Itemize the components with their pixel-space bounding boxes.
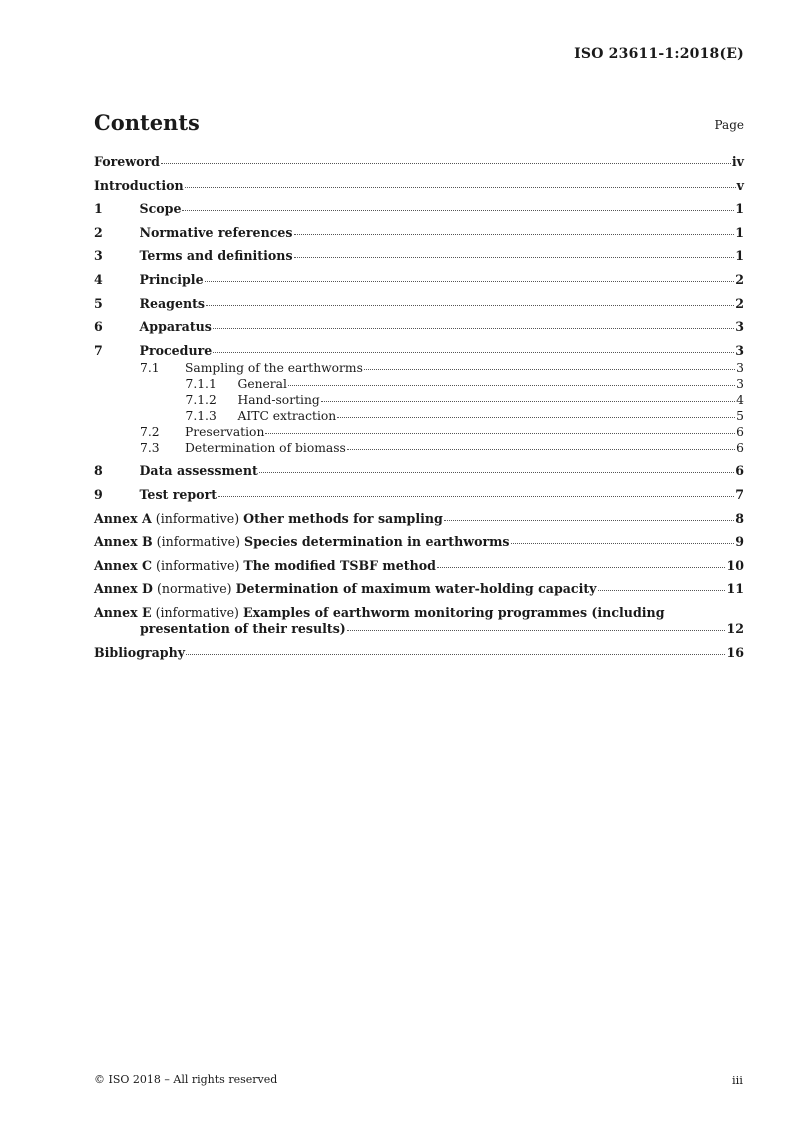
toc-entry-foreword[interactable] bbox=[94, 154, 744, 170]
table-of-contents bbox=[94, 154, 744, 661]
dot-leader bbox=[213, 328, 734, 329]
toc-entry-title-line2: presentation of their results) bbox=[140, 620, 346, 636]
page-column-label: Page bbox=[714, 118, 744, 132]
toc-entry-title: Principle bbox=[139, 271, 204, 287]
toc-entry-page: 4 bbox=[736, 392, 744, 407]
toc-entry-procedure[interactable] bbox=[94, 343, 744, 359]
dot-leader bbox=[205, 281, 735, 282]
toc-entry-title: Terms and definitions bbox=[139, 248, 293, 264]
toc-entry-page: 2 bbox=[735, 295, 744, 311]
toc-entry-number: 7.1.1 bbox=[185, 376, 217, 391]
toc-entry-normative-references[interactable] bbox=[94, 225, 744, 241]
toc-entry-title: The modified TSBF method bbox=[243, 557, 436, 573]
toc-entry-number: 2 bbox=[94, 224, 103, 240]
toc-entry-title: Test report bbox=[139, 486, 218, 502]
toc-entry-number: 1 bbox=[94, 201, 103, 217]
page-title: Contents bbox=[94, 110, 200, 135]
dot-leader bbox=[186, 654, 725, 655]
annex-label: Annex A bbox=[94, 510, 152, 526]
toc-entry-number: 9 bbox=[94, 486, 103, 502]
toc-entry-page: 3 bbox=[736, 376, 744, 391]
annex-type: (informative) bbox=[155, 510, 240, 526]
dot-leader bbox=[182, 210, 734, 211]
toc-entry-number: 7.2 bbox=[140, 424, 160, 439]
dot-leader bbox=[598, 590, 726, 591]
annex-type: (informative) bbox=[156, 557, 240, 573]
dot-leader bbox=[294, 234, 735, 235]
toc-entry-terms-and-definitions[interactable] bbox=[94, 248, 744, 264]
toc-entry-page: 5 bbox=[736, 408, 744, 423]
toc-entry-page: 8 bbox=[735, 510, 744, 526]
toc-entry-title: Determination of biomass bbox=[185, 440, 346, 455]
standard-identifier: ISO 23611-1:2018(E) bbox=[574, 46, 744, 62]
toc-entry-page: 2 bbox=[735, 271, 744, 287]
dot-leader bbox=[206, 305, 734, 306]
page-number: iii bbox=[731, 1073, 743, 1087]
toc-subentry-general[interactable] bbox=[94, 376, 744, 392]
toc-entry-title: Determination of maximum water-holding capacity bbox=[235, 581, 597, 597]
toc-entry-page: 1 bbox=[735, 201, 744, 217]
toc-entry-page: 3 bbox=[735, 319, 744, 335]
toc-entry-page: 6 bbox=[735, 463, 744, 479]
dot-leader bbox=[347, 630, 726, 631]
toc-entry-introduction[interactable] bbox=[94, 178, 744, 194]
toc-entry-title: Preservation bbox=[185, 424, 265, 439]
toc-entry-title: Other methods for sampling bbox=[243, 510, 443, 526]
toc-entry-annex-d[interactable] bbox=[94, 581, 744, 597]
toc-entry-title: Foreword bbox=[94, 154, 160, 169]
toc-entry-number: 7.1.3 bbox=[185, 408, 217, 423]
toc-entry-number: 4 bbox=[94, 271, 103, 287]
copyright-notice: © ISO 2018 – All rights reserved bbox=[94, 1073, 278, 1086]
toc-entry-annex-a[interactable] bbox=[94, 511, 744, 527]
toc-entry-page: v bbox=[736, 177, 744, 193]
toc-entry-title: Species determination in earthworms bbox=[244, 534, 510, 550]
toc-entry-title: Procedure bbox=[139, 342, 213, 358]
toc-entry-number: 7.1 bbox=[140, 360, 160, 375]
dot-leader bbox=[161, 163, 731, 164]
dot-leader bbox=[213, 352, 734, 353]
toc-entry-scope[interactable] bbox=[94, 201, 744, 217]
toc-entry-annex-b[interactable] bbox=[94, 534, 744, 550]
toc-entry-bibliography[interactable] bbox=[94, 645, 744, 661]
toc-entry-annex-e[interactable] bbox=[94, 605, 744, 637]
annex-type: (informative) bbox=[156, 534, 240, 550]
annex-label: Annex C bbox=[94, 557, 153, 573]
toc-entry-principle[interactable] bbox=[94, 272, 744, 288]
toc-entry-title: Scope bbox=[139, 201, 182, 217]
toc-entry-number: 6 bbox=[94, 319, 103, 335]
toc-entry-title: Bibliography bbox=[94, 644, 186, 660]
dot-leader bbox=[218, 496, 734, 497]
toc-subentry-sampling[interactable] bbox=[94, 360, 744, 376]
dot-leader bbox=[437, 567, 726, 568]
toc-entry-number: 3 bbox=[94, 248, 103, 264]
toc-entry-page: 10 bbox=[726, 557, 744, 573]
toc-entry-page: 12 bbox=[726, 620, 744, 636]
dot-leader bbox=[265, 433, 735, 434]
toc-entry-page: 6 bbox=[736, 424, 744, 439]
toc-entry-page: iv bbox=[731, 154, 744, 169]
toc-entry-page: 3 bbox=[736, 360, 744, 375]
dot-leader bbox=[185, 187, 736, 188]
toc-entry-title: General bbox=[237, 376, 287, 391]
toc-entry-title: Introduction bbox=[94, 177, 184, 193]
annex-type: (informative) bbox=[155, 604, 239, 620]
toc-entry-page: 7 bbox=[735, 486, 744, 502]
toc-entry-page: 1 bbox=[735, 248, 744, 264]
toc-entry-reagents[interactable] bbox=[94, 296, 744, 312]
toc-entry-number: 5 bbox=[94, 295, 103, 311]
toc-entry-page: 1 bbox=[735, 224, 744, 240]
dot-leader bbox=[347, 449, 735, 450]
annex-label: Annex E bbox=[94, 604, 152, 620]
toc-entry-test-report[interactable] bbox=[94, 487, 744, 503]
toc-subentry-aitc-extraction[interactable] bbox=[94, 408, 744, 424]
toc-entry-number: 8 bbox=[94, 463, 103, 479]
annex-label: Annex B bbox=[94, 534, 153, 550]
dot-leader bbox=[259, 472, 734, 473]
toc-entry-title: Data assessment bbox=[139, 463, 258, 479]
toc-entry-title: Hand-sorting bbox=[237, 392, 320, 407]
annex-label: Annex D bbox=[94, 581, 153, 597]
dot-leader bbox=[321, 401, 735, 402]
toc-subentry-preservation[interactable] bbox=[94, 424, 744, 440]
toc-entry-page: 11 bbox=[726, 581, 744, 597]
toc-entry-title: Apparatus bbox=[139, 319, 212, 335]
dot-leader bbox=[294, 257, 735, 258]
toc-entry-title: AITC extraction bbox=[237, 408, 337, 423]
toc-entry-title: Sampling of the earthworms bbox=[185, 360, 363, 375]
toc-subentry-hand-sorting[interactable] bbox=[94, 392, 744, 408]
dot-leader bbox=[364, 369, 735, 370]
toc-entry-title-line1: Examples of earthworm monitoring programmes (including bbox=[242, 604, 665, 620]
dot-leader bbox=[288, 385, 735, 386]
annex-type: (normative) bbox=[156, 581, 232, 597]
dot-leader bbox=[337, 417, 735, 418]
toc-entry-apparatus[interactable] bbox=[94, 319, 744, 335]
toc-entry-annex-c[interactable] bbox=[94, 558, 744, 574]
toc-entry-number: 7 bbox=[94, 342, 103, 358]
toc-entry-page: 6 bbox=[736, 440, 744, 455]
toc-entry-number: 7.1.2 bbox=[185, 392, 217, 407]
toc-entry-page: 16 bbox=[726, 644, 744, 660]
toc-entry-data-assessment[interactable] bbox=[94, 463, 744, 479]
dot-leader bbox=[444, 520, 734, 521]
dot-leader bbox=[511, 543, 735, 544]
toc-entry-title: Normative references bbox=[139, 224, 293, 240]
toc-entry-number: 7.3 bbox=[140, 440, 160, 455]
toc-entry-page: 9 bbox=[735, 534, 744, 550]
toc-subentry-biomass[interactable] bbox=[94, 440, 744, 456]
toc-entry-page: 3 bbox=[735, 342, 744, 358]
toc-entry-title: Reagents bbox=[139, 295, 206, 311]
